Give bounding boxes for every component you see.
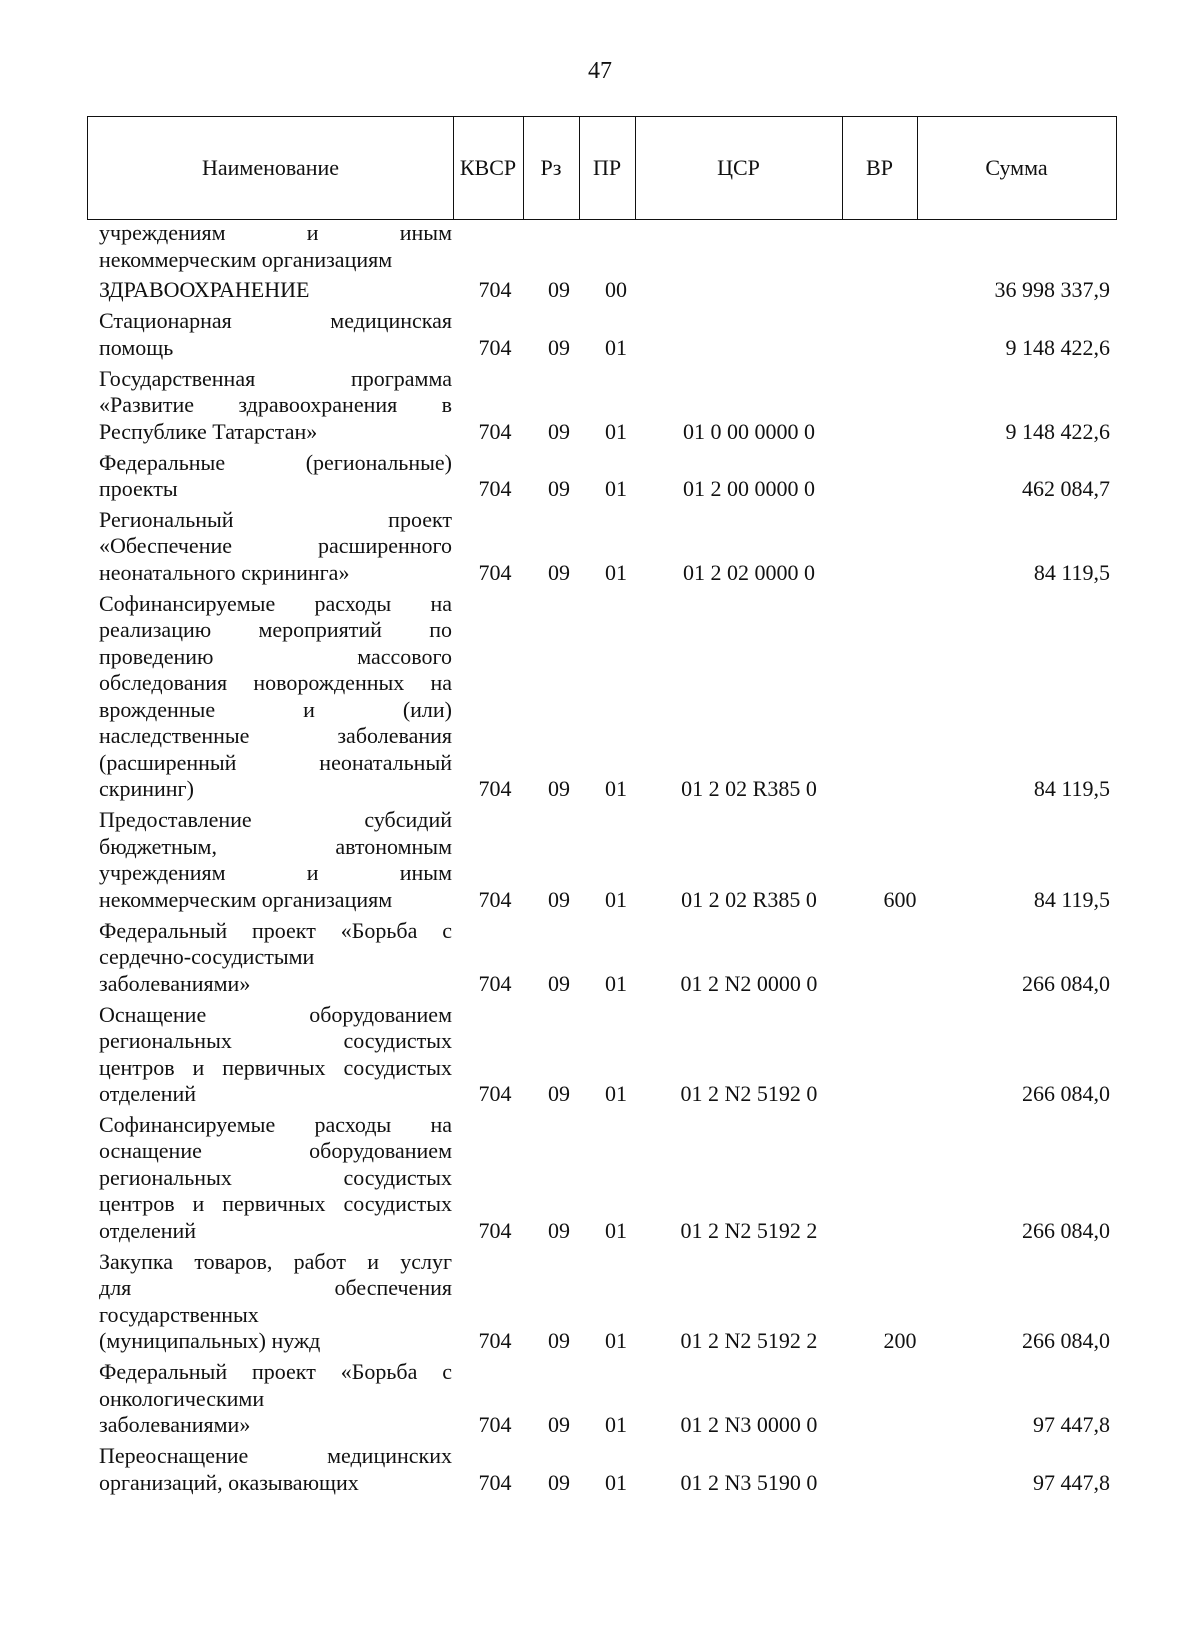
row-vr bbox=[860, 560, 940, 587]
row-name-line: учреждениям и иным bbox=[99, 860, 452, 886]
table-row bbox=[0, 308, 1200, 365]
row-name-line: государственных bbox=[99, 1301, 259, 1327]
row-name-line: Оснащение оборудованием bbox=[99, 1001, 452, 1027]
row-sum: 84 119,5 bbox=[1033, 776, 1110, 802]
row-name-line: Переоснащение медицинских bbox=[99, 1443, 452, 1469]
row-kvsr: 704 bbox=[478, 559, 512, 585]
row-csr: 01 0 00 0000 0 bbox=[683, 418, 815, 444]
row-name-line: ЗДРАВООХРАНЕНИЕ bbox=[99, 277, 310, 303]
row-name bbox=[99, 1112, 452, 1245]
table-row bbox=[0, 1443, 1200, 1500]
row-name bbox=[99, 1359, 452, 1439]
row-rz: 09 bbox=[548, 559, 570, 585]
row-pr: 01 bbox=[605, 476, 627, 502]
row-sum: 97 447,8 bbox=[1033, 1412, 1110, 1438]
row-name-line: помощь bbox=[99, 334, 174, 360]
header-vr: ВР bbox=[866, 155, 893, 180]
row-vr bbox=[860, 776, 940, 803]
table-row bbox=[0, 1112, 1200, 1249]
row-rz: 09 bbox=[548, 1217, 570, 1243]
row-rz: 09 bbox=[548, 1081, 570, 1107]
row-rz: 09 bbox=[548, 1328, 570, 1354]
header-sum: Сумма bbox=[985, 155, 1048, 180]
row-pr: 01 bbox=[605, 1469, 627, 1495]
row-name bbox=[99, 277, 452, 304]
row-name-line: организаций, оказывающих bbox=[99, 1469, 359, 1495]
page-number: 47 bbox=[588, 58, 612, 84]
row-name-line: Стационарная медицинская bbox=[99, 308, 452, 334]
row-name bbox=[99, 807, 452, 913]
row-name-line: проведению массового bbox=[99, 643, 452, 669]
row-pr: 01 bbox=[605, 418, 627, 444]
row-kvsr: 704 bbox=[478, 476, 512, 502]
row-csr bbox=[664, 247, 834, 274]
row-name bbox=[99, 507, 452, 587]
row-name bbox=[99, 1002, 452, 1108]
row-name-line: некоммерческим организациям bbox=[99, 886, 393, 912]
row-csr: 01 2 02 0000 0 bbox=[683, 559, 815, 585]
row-name-line: региональных сосудистых bbox=[99, 1028, 452, 1054]
row-vr bbox=[860, 247, 940, 274]
row-name bbox=[99, 308, 452, 361]
header-rz: Рз bbox=[540, 155, 562, 180]
header-csr: ЦСР bbox=[717, 155, 760, 180]
row-pr: 01 bbox=[605, 970, 627, 996]
row-sum: 462 084,7 bbox=[1022, 476, 1110, 502]
row-name-line: (расширенный неонатальный bbox=[99, 749, 452, 775]
row-name-line: обследования новорожденных на bbox=[99, 670, 452, 696]
row-name-line: бюджетным, автономным bbox=[99, 833, 452, 859]
row-rz: 09 bbox=[548, 776, 570, 802]
row-csr: 01 2 02 R385 0 bbox=[681, 886, 817, 912]
row-name-line: Софинансируемые расходы на bbox=[99, 590, 452, 616]
table-row bbox=[0, 507, 1200, 591]
row-name-line: неонатального скрининга» bbox=[99, 559, 350, 585]
row-sum: 84 119,5 bbox=[1033, 559, 1110, 585]
row-vr bbox=[860, 1218, 940, 1245]
row-vr: 600 bbox=[883, 886, 917, 912]
row-vr bbox=[860, 971, 940, 998]
row-csr: 01 2 N3 5190 0 bbox=[680, 1469, 818, 1495]
row-name bbox=[99, 591, 452, 803]
header-pr: ПР bbox=[592, 155, 622, 180]
row-rz: 09 bbox=[548, 1412, 570, 1438]
row-kvsr: 704 bbox=[478, 334, 512, 360]
row-name-line: заболеваниями» bbox=[99, 1412, 251, 1438]
row-name-line: «Обеспечение расширенного bbox=[99, 533, 452, 559]
row-csr bbox=[664, 335, 834, 362]
table-row bbox=[0, 366, 1200, 450]
row-name-line: оснащение оборудованием bbox=[99, 1138, 452, 1164]
row-name-line: Федеральные (региональные) bbox=[99, 449, 452, 475]
row-name bbox=[99, 1443, 452, 1496]
row-rz: 09 bbox=[548, 476, 570, 502]
row-name-line: «Развитие здравоохранения в bbox=[99, 392, 452, 418]
header-name: Наименование bbox=[201, 155, 340, 180]
row-name-line: Закупка товаров, работ и услуг bbox=[99, 1248, 452, 1274]
table-row bbox=[0, 1359, 1200, 1443]
row-name-line: отделений bbox=[99, 1217, 197, 1243]
row-rz: 09 bbox=[548, 418, 570, 444]
row-pr bbox=[591, 247, 641, 274]
row-name-line: Государственная программа bbox=[99, 365, 452, 391]
row-kvsr: 704 bbox=[478, 886, 512, 912]
row-kvsr: 704 bbox=[478, 1081, 512, 1107]
row-kvsr bbox=[465, 247, 525, 274]
row-pr: 01 bbox=[605, 886, 627, 912]
table-row bbox=[0, 277, 1200, 308]
row-name-line: проекты bbox=[99, 476, 178, 502]
row-kvsr: 704 bbox=[478, 1328, 512, 1354]
row-kvsr: 704 bbox=[478, 1217, 512, 1243]
row-name-line: Региональный проект bbox=[99, 506, 452, 532]
row-csr: 01 2 N3 0000 0 bbox=[680, 1412, 818, 1438]
row-sum bbox=[940, 247, 1110, 274]
row-sum: 36 998 337,9 bbox=[994, 277, 1110, 303]
row-sum: 97 447,8 bbox=[1033, 1469, 1110, 1495]
row-name bbox=[99, 450, 452, 503]
table-row bbox=[0, 220, 1200, 277]
row-sum: 266 084,0 bbox=[1022, 1081, 1110, 1107]
table-row bbox=[0, 1002, 1200, 1112]
row-name-line: врожденные и (или) bbox=[99, 696, 452, 722]
table-row bbox=[0, 918, 1200, 1002]
row-name-line: Федеральный проект «Борьба с bbox=[99, 1359, 452, 1385]
row-name bbox=[99, 918, 452, 998]
row-pr: 01 bbox=[605, 1412, 627, 1438]
row-vr bbox=[860, 476, 940, 503]
row-pr: 01 bbox=[605, 1081, 627, 1107]
row-kvsr: 704 bbox=[478, 1412, 512, 1438]
table-row bbox=[0, 450, 1200, 507]
row-name-line: Республике Татарстан» bbox=[99, 418, 318, 444]
row-name-line: для обеспечения bbox=[99, 1275, 452, 1301]
row-sum: 84 119,5 bbox=[1033, 886, 1110, 912]
row-kvsr: 704 bbox=[478, 1469, 512, 1495]
row-name-line: некоммерческим организациям bbox=[99, 246, 393, 272]
row-rz: 09 bbox=[548, 1469, 570, 1495]
row-pr: 01 bbox=[605, 559, 627, 585]
row-csr: 01 2 N2 5192 2 bbox=[680, 1217, 818, 1243]
row-name-line: Софинансируемые расходы на bbox=[99, 1111, 452, 1137]
row-name bbox=[99, 220, 452, 273]
row-csr: 01 2 N2 0000 0 bbox=[680, 970, 818, 996]
row-vr bbox=[860, 1081, 940, 1108]
row-vr bbox=[860, 335, 940, 362]
row-name-line: (муниципальных) нужд bbox=[99, 1328, 321, 1354]
row-pr: 00 bbox=[605, 277, 627, 303]
row-name-line: скрининг) bbox=[99, 776, 194, 802]
row-vr: 200 bbox=[883, 1328, 917, 1354]
row-csr bbox=[664, 277, 834, 304]
row-kvsr: 704 bbox=[478, 277, 512, 303]
table-row bbox=[0, 591, 1200, 807]
table-body bbox=[0, 220, 1200, 1500]
row-sum: 266 084,0 bbox=[1022, 1217, 1110, 1243]
row-rz: 09 bbox=[548, 334, 570, 360]
row-rz: 09 bbox=[548, 277, 570, 303]
row-kvsr: 704 bbox=[478, 970, 512, 996]
table-header bbox=[87, 116, 1117, 220]
row-name-line: центров и первичных сосудистых bbox=[99, 1191, 452, 1217]
row-rz bbox=[534, 247, 584, 274]
row-name-line: сердечно-сосудистыми bbox=[99, 944, 315, 970]
row-vr bbox=[860, 419, 940, 446]
row-name-line: наследственные заболевания bbox=[99, 723, 452, 749]
row-pr: 01 bbox=[605, 776, 627, 802]
header-kvsr: КВСР bbox=[459, 155, 517, 180]
row-pr: 01 bbox=[605, 1328, 627, 1354]
row-name-line: реализацию мероприятий по bbox=[99, 617, 452, 643]
row-vr bbox=[860, 1470, 940, 1497]
row-sum: 266 084,0 bbox=[1022, 970, 1110, 996]
row-sum: 266 084,0 bbox=[1022, 1328, 1110, 1354]
row-name-line: учреждениям и иным bbox=[99, 220, 452, 245]
row-name bbox=[99, 366, 452, 446]
row-csr: 01 2 02 R385 0 bbox=[681, 776, 817, 802]
row-name-line: Федеральный проект «Борьба с bbox=[99, 917, 452, 943]
row-name-line: центров и первичных сосудистых bbox=[99, 1054, 452, 1080]
row-name-line: отделений bbox=[99, 1081, 197, 1107]
row-name-line: онкологическими bbox=[99, 1385, 265, 1411]
row-csr: 01 2 N2 5192 2 bbox=[680, 1328, 818, 1354]
row-rz: 09 bbox=[548, 970, 570, 996]
row-pr: 01 bbox=[605, 1217, 627, 1243]
table-row bbox=[0, 1249, 1200, 1359]
row-name-line: Предоставление субсидий bbox=[99, 807, 452, 833]
row-kvsr: 704 bbox=[478, 418, 512, 444]
row-name bbox=[99, 1249, 452, 1355]
row-name-line: региональных сосудистых bbox=[99, 1164, 452, 1190]
row-csr: 01 2 00 0000 0 bbox=[683, 476, 815, 502]
row-csr: 01 2 N2 5192 0 bbox=[680, 1081, 818, 1107]
row-name-line: заболеваниями» bbox=[99, 970, 251, 996]
table-row bbox=[0, 807, 1200, 917]
row-kvsr: 704 bbox=[478, 776, 512, 802]
row-pr: 01 bbox=[605, 334, 627, 360]
row-sum: 9 148 422,6 bbox=[1005, 334, 1110, 360]
row-sum: 9 148 422,6 bbox=[1005, 418, 1110, 444]
row-rz: 09 bbox=[548, 886, 570, 912]
row-vr bbox=[860, 1412, 940, 1439]
row-vr bbox=[860, 277, 940, 304]
